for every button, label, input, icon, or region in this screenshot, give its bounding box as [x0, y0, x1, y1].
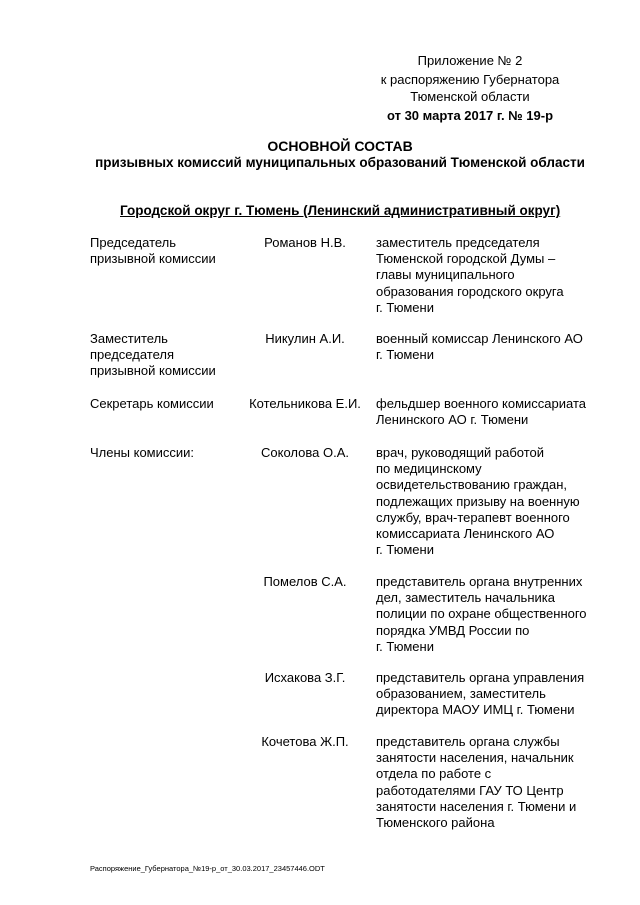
- order-reference-line: Тюменской области: [410, 89, 530, 104]
- desc-line: дел, заместитель начальника: [376, 590, 555, 606]
- role-line: Председатель: [90, 235, 177, 250]
- desc-line: работодателями ГАУ ТО Центр: [376, 782, 564, 798]
- member-name: Исхакова З.Г.: [264, 670, 346, 685]
- member-role: [90, 445, 194, 461]
- role-line: Заместитель: [90, 331, 168, 346]
- member-description: [376, 396, 616, 428]
- member-description: [376, 331, 616, 363]
- member-description: [376, 734, 616, 831]
- member-name: Кочетова Ж.П.: [261, 734, 349, 749]
- desc-line: врач, руководящий работой: [376, 445, 545, 460]
- desc-line: комиссариата Ленинского АО: [376, 526, 555, 542]
- member-role: [90, 396, 214, 412]
- file-name-footer: Распоряжение_Губернатора_№19-р_от_30.03.2017_23457446.ODT: [90, 864, 325, 873]
- member-name: Никулин А.И.: [265, 331, 345, 346]
- role-line: Члены комиссии:: [90, 445, 195, 460]
- desc-line: порядка УМВД России по: [376, 622, 530, 638]
- desc-line: Ленинского АО г. Тюмени: [376, 412, 529, 428]
- desc-line: директора МАОУ ИМЦ г. Тюмени: [376, 702, 575, 718]
- member-description: [376, 445, 616, 558]
- desc-line: г. Тюмени: [376, 347, 434, 363]
- order-reference: [340, 71, 600, 105]
- desc-line: г. Тюмени: [376, 299, 434, 315]
- order-date-number: [340, 107, 600, 124]
- document-subtitle: призывных комиссий муниципальных образований Тюменской области: [95, 155, 585, 170]
- order-reference-line: к распоряжению Губернатора: [380, 72, 560, 87]
- member-name: Помелов С.А.: [263, 574, 347, 589]
- role-line: призывной комиссии: [90, 251, 216, 267]
- desc-line: фельдшер военного комиссариата: [376, 396, 587, 411]
- member-description: [376, 574, 616, 655]
- appendix-number: Приложение № 2: [417, 53, 523, 68]
- desc-line: г. Тюмени: [376, 638, 434, 654]
- member-name: Соколова О.А.: [261, 445, 349, 460]
- desc-line: представитель органа управления: [376, 670, 585, 685]
- desc-line: службу, врач-терапевт военного: [376, 509, 570, 525]
- desc-line: образованием, заместитель: [376, 686, 546, 702]
- desc-line: представитель органа внутренних: [376, 574, 583, 589]
- desc-line: занятости населения г. Тюмени и: [376, 798, 577, 814]
- desc-line: отдела по работе с: [376, 766, 492, 782]
- role-line: Секретарь комиссии: [90, 396, 214, 411]
- role-line: призывной комиссии: [90, 363, 216, 379]
- desc-line: военный комиссар Ленинского АО: [376, 331, 583, 346]
- member-description: [376, 670, 616, 719]
- role-line: председателя: [90, 347, 175, 363]
- desc-line: Тюменской городской Думы –: [376, 251, 556, 267]
- desc-line: освидетельствованию граждан,: [376, 477, 567, 493]
- desc-line: главы муниципального: [376, 267, 515, 283]
- document-title: ОСНОВНОЙ СОСТАВ: [267, 138, 413, 154]
- member-name: Котельникова Е.И.: [249, 396, 361, 411]
- desc-line: подлежащих призыву на военную: [376, 493, 580, 509]
- desc-line: г. Тюмени: [376, 542, 434, 558]
- member-name: Романов Н.В.: [264, 235, 346, 250]
- desc-line: заместитель председателя: [376, 235, 540, 250]
- section-heading: Городской округ г. Тюмень (Ленинский административный округ): [120, 203, 561, 218]
- desc-line: по медицинскому: [376, 461, 482, 477]
- desc-line: Тюменского района: [376, 815, 495, 831]
- desc-line: занятости населения, начальник: [376, 750, 574, 766]
- desc-line: представитель органа службы: [376, 734, 560, 749]
- appendix-header: [340, 52, 600, 69]
- member-role: [90, 331, 216, 380]
- member-description: [376, 235, 616, 316]
- desc-line: образования городского округа: [376, 283, 564, 299]
- desc-line: полиции по охране общественного: [376, 606, 587, 622]
- member-role: [90, 235, 216, 267]
- order-date-number-text: от 30 марта 2017 г. № 19-р: [386, 108, 554, 123]
